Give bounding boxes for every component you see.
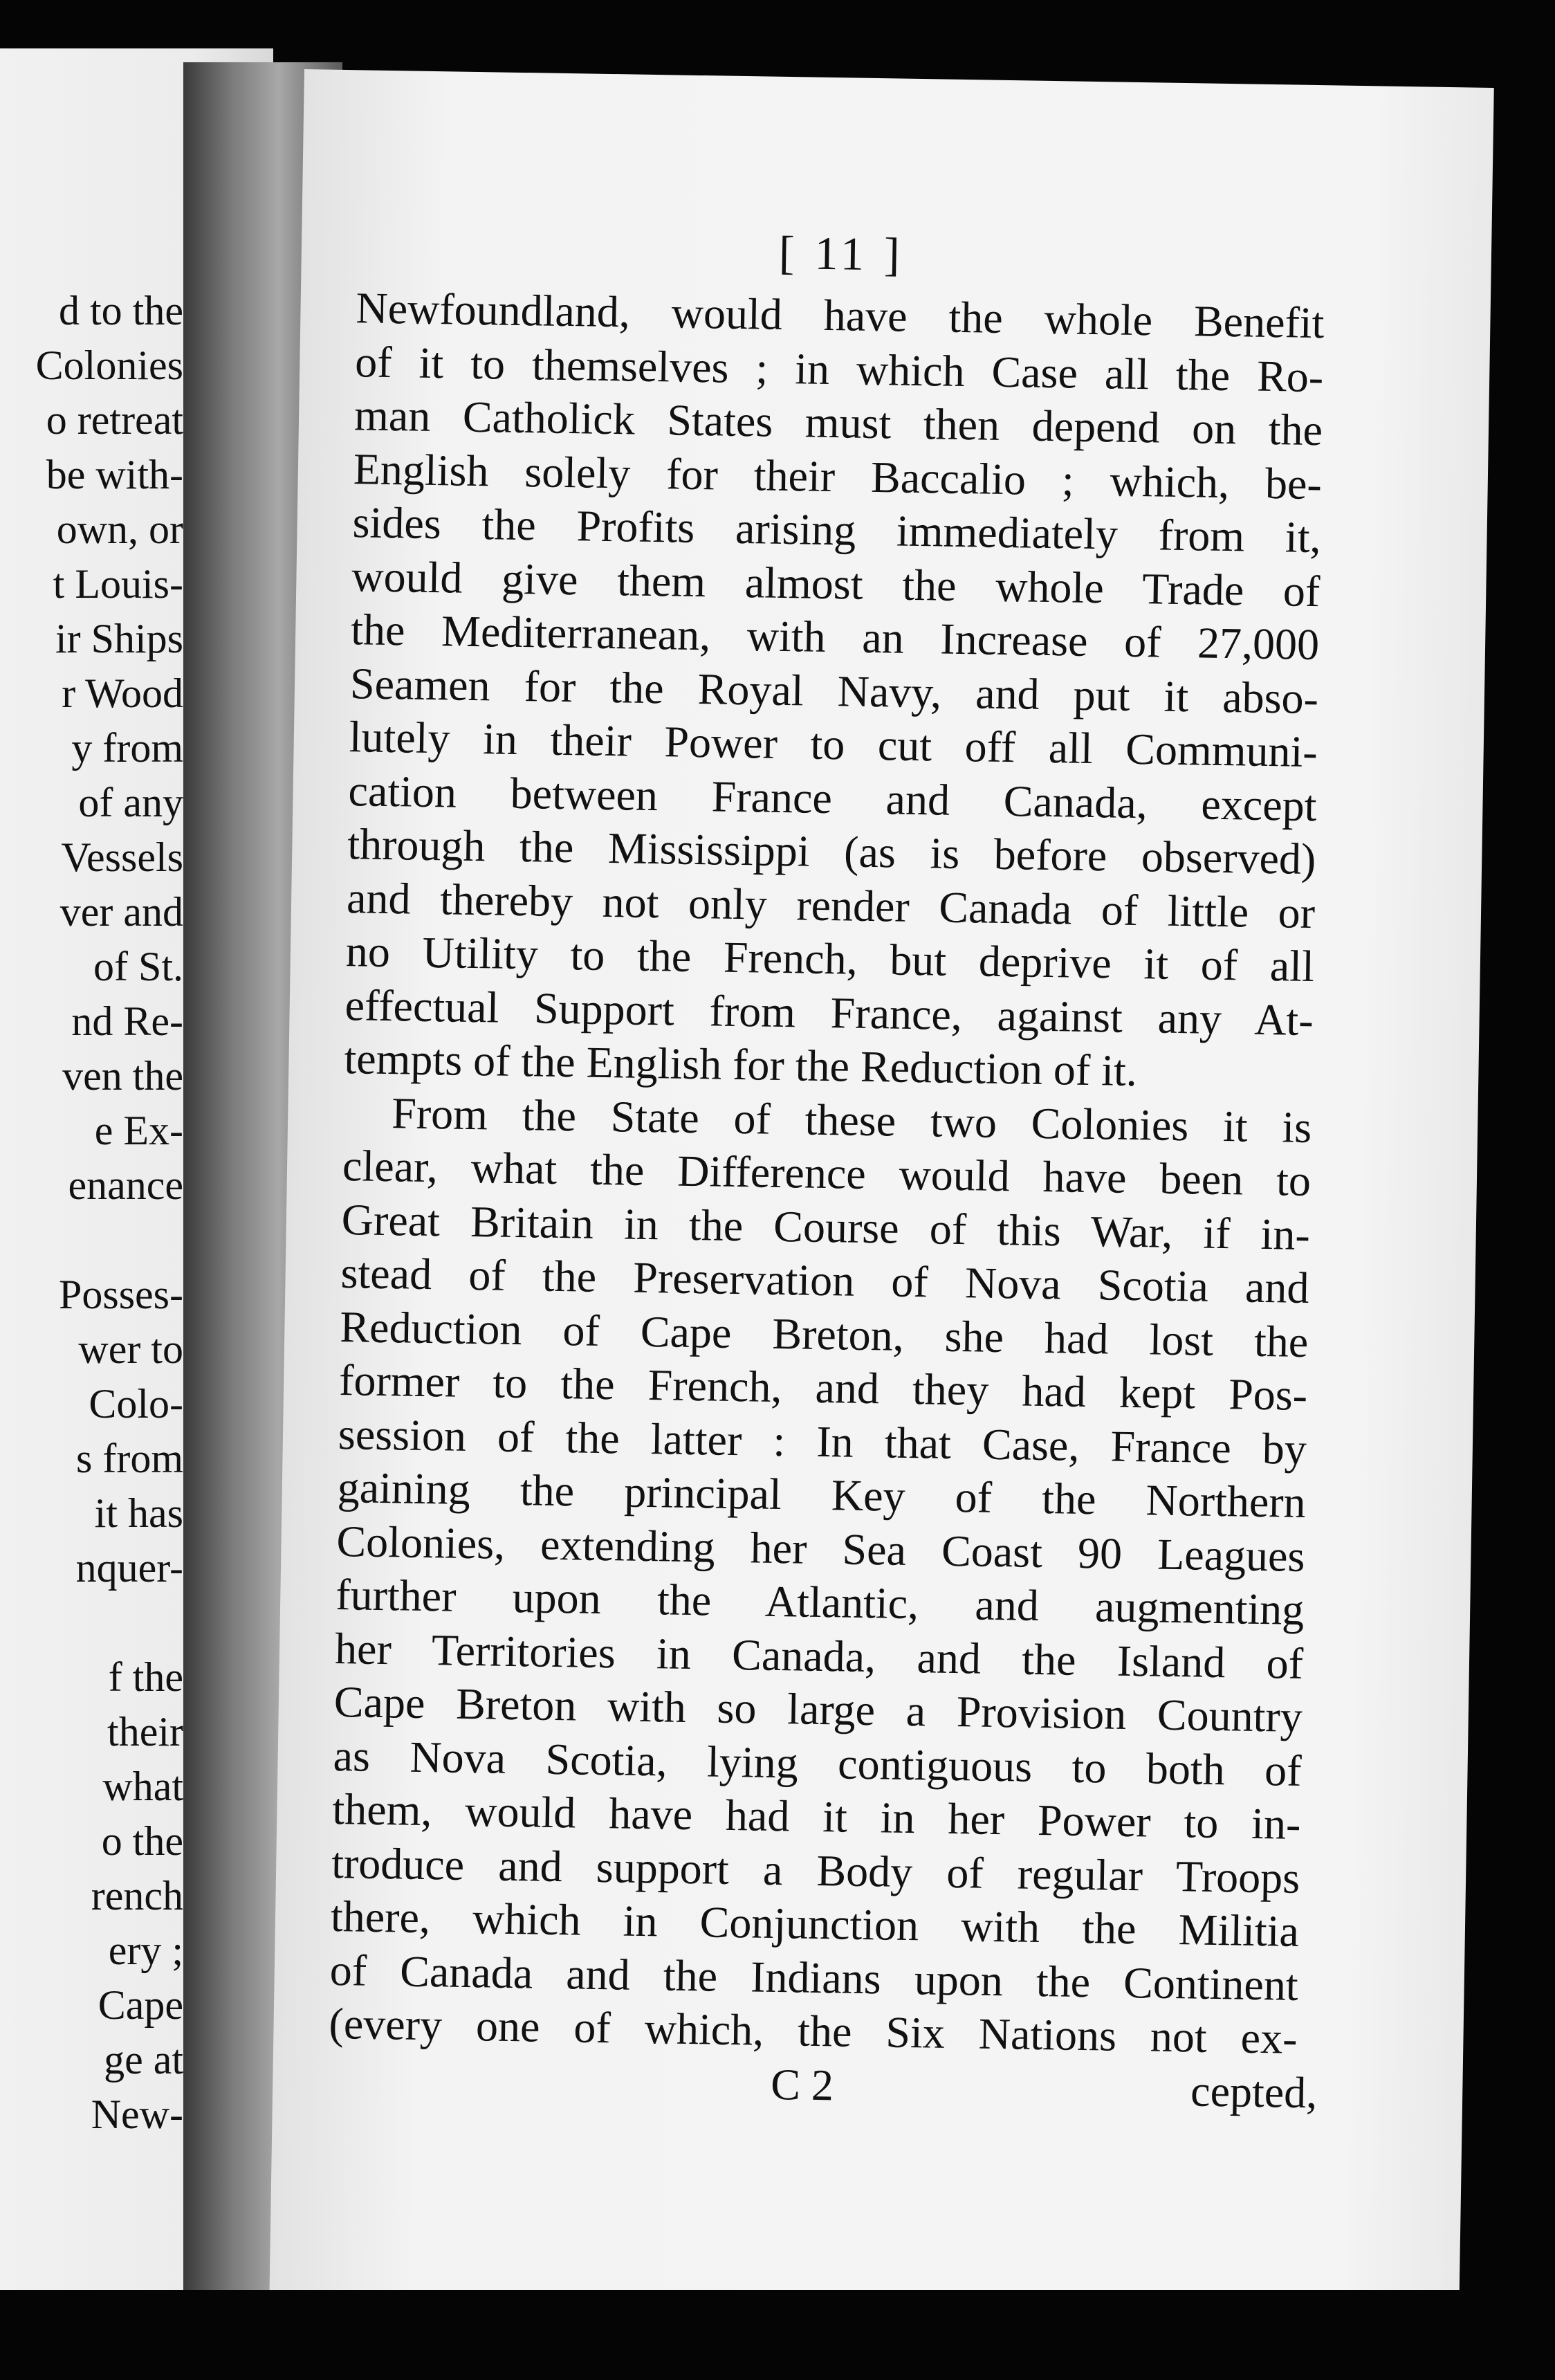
left-page-line: it has bbox=[94, 1490, 183, 1536]
scan-background bbox=[0, 2290, 1555, 2380]
left-page-line: e Ex- bbox=[94, 1108, 183, 1153]
signature-mark: C 2 bbox=[770, 2059, 834, 2110]
body-line: her Territories in Canada, and the Island of bbox=[334, 1623, 1304, 1688]
right-page bbox=[269, 69, 1494, 2350]
body-line: lutely in their Power to cut off all Communi- bbox=[349, 712, 1318, 777]
body-line: the Mediterranean, with an Increase of 27,000 bbox=[350, 605, 1320, 670]
left-page-line: ir Ships bbox=[55, 616, 183, 661]
left-page-line: Colonies bbox=[35, 342, 183, 388]
left-page-line: nquer- bbox=[75, 1545, 183, 1591]
body-line: as Nova Scotia, lying contiguous to both of bbox=[333, 1730, 1303, 1795]
body-line: English solely for their Baccalio ; which, be- bbox=[353, 443, 1323, 509]
left-page-line: ver and bbox=[59, 889, 183, 935]
left-page-line: ge at bbox=[104, 2037, 183, 2082]
left-page-line: of St. bbox=[93, 944, 183, 989]
left-page-line: ery ; bbox=[108, 1928, 183, 1973]
left-page-line: nd Re- bbox=[71, 998, 183, 1044]
body-line: effectual Support from France, against any At- bbox=[344, 980, 1314, 1045]
left-page-line: ven the bbox=[62, 1053, 183, 1099]
left-page-line: what bbox=[102, 1764, 183, 1809]
body-line: stead of the Preservation of Nova Scotia and bbox=[340, 1248, 1310, 1313]
body-line: no Utility to the French, but deprive it of all bbox=[345, 926, 1315, 991]
body-line: Reduction of Cape Breton, she had lost the bbox=[339, 1301, 1309, 1366]
left-page-line: their bbox=[107, 1709, 183, 1755]
left-page-line: Posses- bbox=[58, 1272, 183, 1317]
left-page-line: own, or bbox=[56, 506, 183, 552]
left-page-line: t Louis- bbox=[53, 561, 183, 607]
body-line: former to the French, and they had kept Pos- bbox=[338, 1355, 1308, 1420]
left-page-line: enance bbox=[68, 1162, 183, 1208]
body-line: through the Mississippi (as is before observed) bbox=[347, 819, 1316, 884]
left-page-line: o the bbox=[101, 1818, 183, 1864]
page-number: [ 11 ] bbox=[778, 226, 905, 281]
left-page-line: s from bbox=[76, 1436, 183, 1481]
body-line: there, which in Conjunction with the Militia bbox=[330, 1891, 1300, 1956]
left-page-line: Vessels bbox=[61, 834, 183, 880]
body-line: From the State of these two Colonies it is bbox=[391, 1088, 1312, 1152]
body-line: and thereby not only render Canada of little or bbox=[346, 872, 1316, 937]
body-line: would give them almost the whole Trade of bbox=[351, 551, 1321, 616]
body-line: Cape Breton with so large a Provision Country bbox=[333, 1676, 1303, 1741]
body-text bbox=[329, 281, 1325, 2065]
body-line: Newfoundland, would have the whole Benefit bbox=[356, 283, 1325, 348]
catchword: cepted, bbox=[1190, 2066, 1318, 2118]
body-line: clear, what the Difference would have been to bbox=[342, 1141, 1312, 1206]
body-line: session of the latter : In that Case, France by bbox=[338, 1409, 1307, 1474]
body-line: Great Britain in the Course of this War, if in- bbox=[341, 1194, 1311, 1259]
left-page-line: rench bbox=[91, 1873, 183, 1919]
left-page-line: f the bbox=[108, 1654, 183, 1700]
body-line: Colonies, extending her Sea Coast 90 Leagues bbox=[336, 1516, 1305, 1581]
left-page-line: Cape bbox=[98, 1982, 183, 2028]
left-page-line: be with- bbox=[46, 452, 183, 497]
body-line: tempts of the English for the Reduction of it. bbox=[343, 1034, 1138, 1096]
body-line: Seamen for the Royal Navy, and put it abso- bbox=[349, 658, 1319, 723]
body-line: troduce and support a Body of regular Troops bbox=[331, 1838, 1300, 1903]
body-line: further upon the Atlantic, and augmenting bbox=[335, 1569, 1305, 1634]
body-line: man Catholick States must then depend on the bbox=[353, 390, 1323, 455]
body-line: (every one of which, the Six Nations not ex- bbox=[329, 1998, 1298, 2063]
body-line: them, would have had it in her Power to in- bbox=[331, 1784, 1301, 1849]
left-page-line: Colo- bbox=[89, 1381, 183, 1427]
left-page-line: of any bbox=[78, 780, 183, 825]
left-page-line: r Wood bbox=[62, 670, 183, 716]
left-page-line: wer to bbox=[78, 1326, 183, 1372]
body-line: of it to themselves ; in which Case all the Ro- bbox=[354, 336, 1324, 401]
left-page-line: New- bbox=[91, 2091, 183, 2137]
left-page-line: d to the bbox=[59, 288, 183, 333]
left-page-line: y from bbox=[71, 725, 183, 771]
body-line: cation between France and Canada, except bbox=[348, 765, 1318, 830]
body-line: of Canada and the Indians upon the Continent bbox=[329, 1945, 1299, 2010]
body-line: gaining the principal Key of the Northern bbox=[337, 1463, 1307, 1527]
body-line: sides the Profits arising immediately from it, bbox=[352, 497, 1322, 562]
left-page-line: o retreat bbox=[46, 397, 183, 443]
